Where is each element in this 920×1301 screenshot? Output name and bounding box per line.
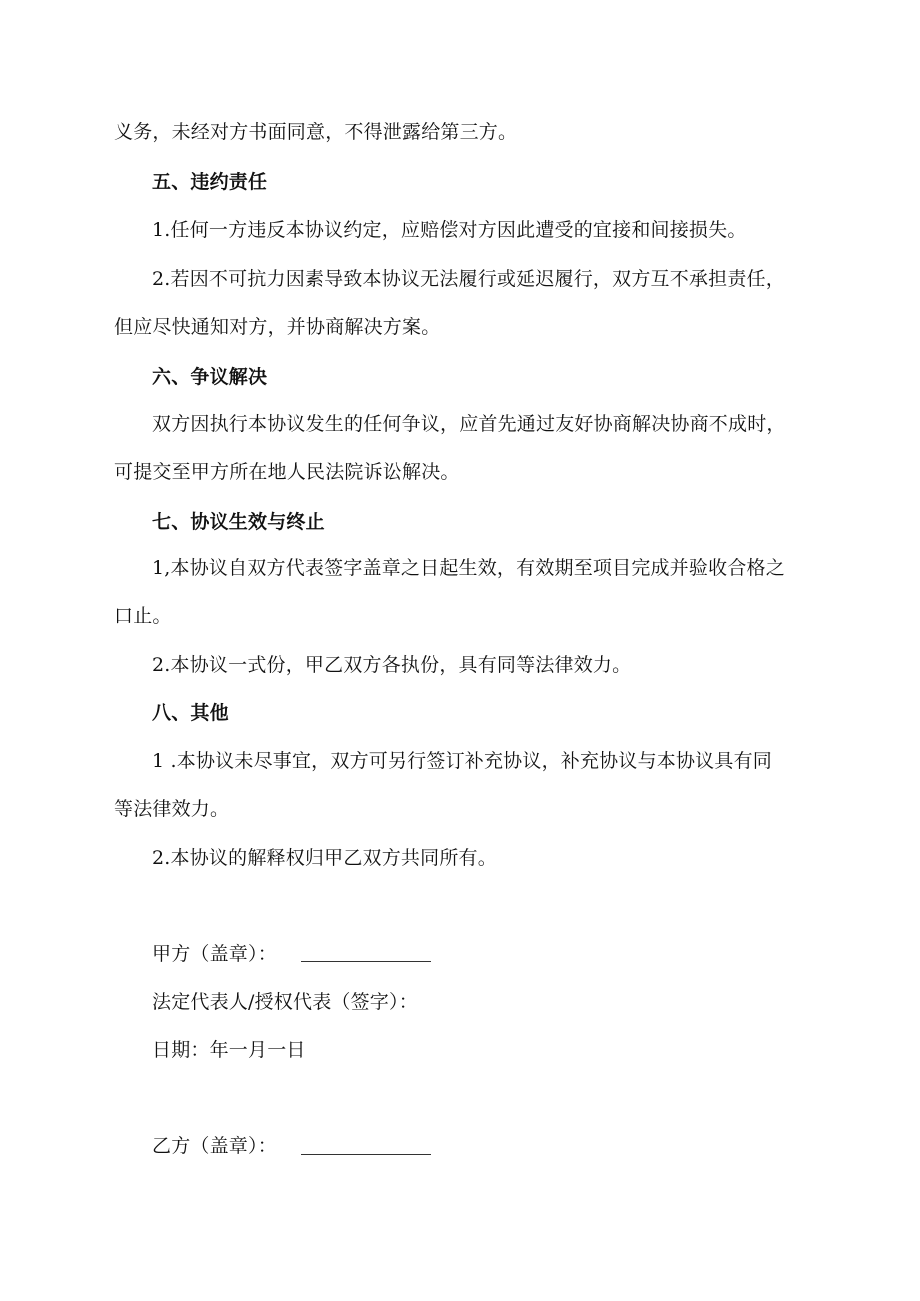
section-8-clause-2: 2.本协议的解释权归甲乙双方共同所有。 [152,847,497,869]
party-b-seal-label: 乙方（盖章）： [152,1135,277,1157]
party-a-seal-label: 甲方（盖章）： [152,943,277,965]
section-7-clause-2: 2.本协议一式份，甲乙双方各执份，具有同等法律效力。 [152,654,632,676]
section-8-clause-1-line-1: 1 .本协议未尽事宜，双方可另行签订补充协议，补充协议与本协议具有同 [152,750,772,772]
party-b-seal-blank [301,1154,431,1155]
section-5-clause-1: 1.任何一方违反本协议约定，应赔偿对方因此遭受的宜接和间接损失。 [152,219,747,241]
section-8-heading: 八、其他 [152,702,229,724]
section-6-heading: 六、争议解决 [152,366,268,388]
section-6-clause-line-1: 双方因执行本协议发生的任何争议，应首先通过友好协商解决协商不成时， [152,413,786,435]
legal-representative-label: 法定代表人/授权代表（签字）： [152,991,418,1013]
section-7-clause-1-line-1: 1,本协议自双方代表签字盖章之日起生效，有效期至项目完成并验收合格之 [152,557,785,579]
section-5-clause-2-line-2: 但应尽快通知对方，并协商解决方案。 [114,316,441,338]
date-label: 日期：年一月一日 [152,1039,306,1061]
section-7-clause-1-line-2: 口止。 [114,605,172,627]
section-8-clause-1-line-2: 等法律效力。 [114,798,230,820]
section-5-heading: 五、违约责任 [152,171,268,193]
section-6-clause-line-2: 可提交至甲方所在地人民法院诉讼解决。 [114,461,460,483]
section-7-heading: 七、协议生效与终止 [152,511,325,533]
party-a-seal-blank [301,961,431,962]
section-5-clause-2-line-1: 2.若因不可抗力因素导致本协议无法履行或延迟履行，双方互不承担责任， [152,268,785,290]
paragraph-continuation: 义务，未经对方书面同意，不得泄露给第三方。 [114,121,518,143]
